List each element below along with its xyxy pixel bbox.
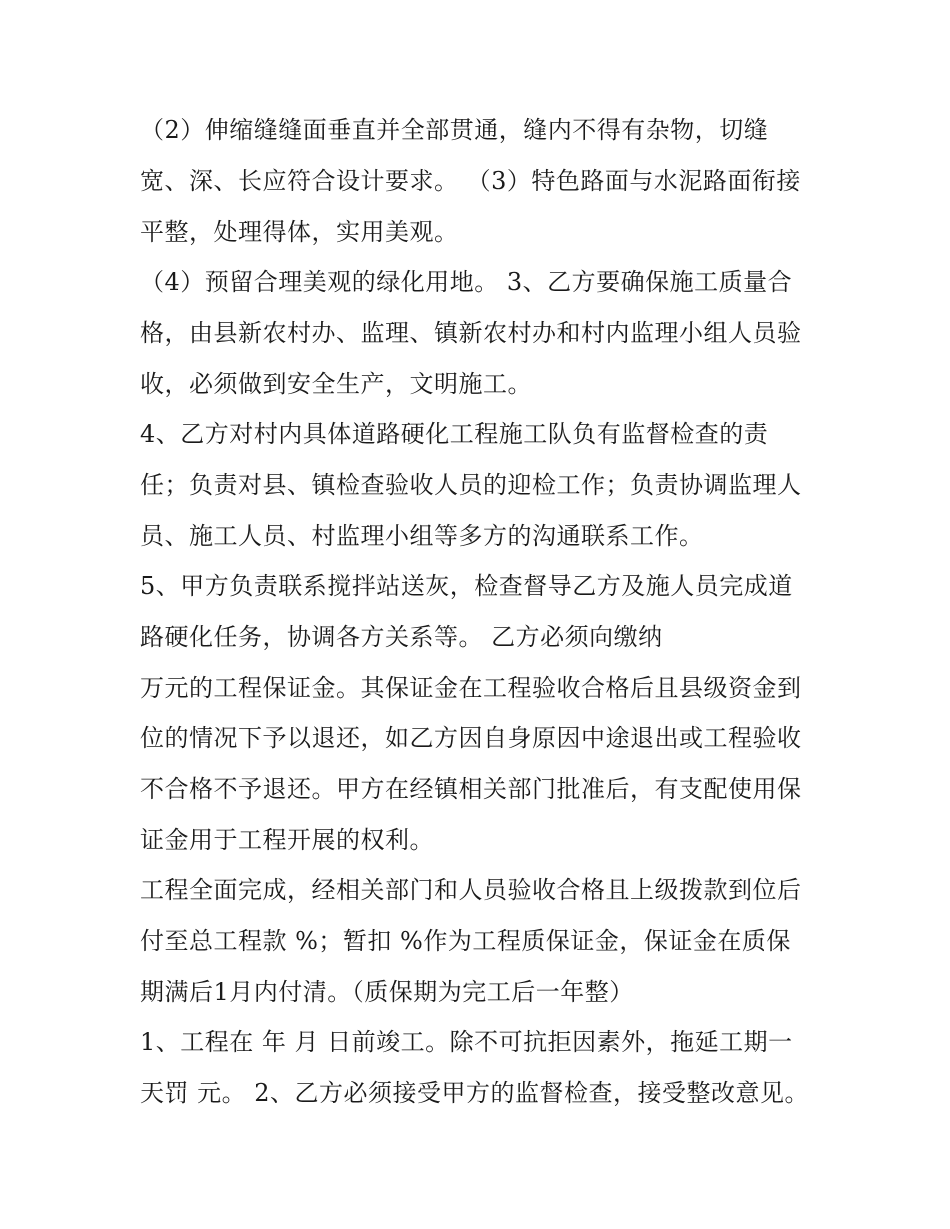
text-line: 不合格不予退还。甲方在经镇相关部门批准后，有支配使用保: [140, 775, 802, 803]
text-line: 任；负责对县、镇检查验收人员的迎检工作；负责协调监理人: [140, 471, 802, 499]
text-line: 万元的工程保证金。其保证金在工程验收合格后且县级资金到: [140, 674, 802, 702]
text-line: （4）预留合理美观的绿化用地。 3、乙方要确保施工质量合: [140, 268, 793, 296]
text-line: （2）伸缩缝缝面垂直并全部贯通，缝内不得有杂物，切缝: [140, 116, 769, 144]
text-line: 1、工程在 年 月 日前竣工。除不可抗拒因素外，拖延工期一: [140, 1028, 793, 1056]
text-line: 证金用于工程开展的权利。: [140, 826, 434, 854]
text-line: 位的情况下予以退还，如乙方因自身原因中途退出或工程验收: [140, 724, 802, 752]
text-line: 天罚 元。 2、乙方必须接受甲方的监督检查，接受整改意见。: [140, 1079, 810, 1107]
text-line: 路硬化任务，协调各方关系等。 乙方必须向缴纳: [140, 623, 663, 651]
text-line: 工程全面完成，经相关部门和人员验收合格且上级拨款到位后: [140, 876, 802, 904]
text-line: 5、甲方负责联系搅拌站送灰，检查督导乙方及施人员完成道: [140, 572, 793, 600]
text-line: 格，由县新农村办、监理、镇新农村办和村内监理小组人员验: [140, 319, 802, 347]
text-line: 宽、深、长应符合设计要求。 （3）特色路面与水泥路面衔接: [140, 167, 801, 195]
text-line: 平整，处理得体，实用美观。: [140, 218, 459, 246]
text-line: 4、乙方对村内具体道路硬化工程施工队负有监督检查的责: [140, 420, 769, 448]
text-line: 收，必须做到安全生产，文明施工。: [140, 370, 532, 398]
text-line: 付至总工程款 %；暂扣 %作为工程质保证金，保证金在质保: [140, 927, 791, 955]
text-line: 员、施工人员、村监理小组等多方的沟通联系工作。: [140, 522, 704, 550]
text-line: 期满后1月内付清。（质保期为完工后一年整）: [140, 978, 634, 1006]
